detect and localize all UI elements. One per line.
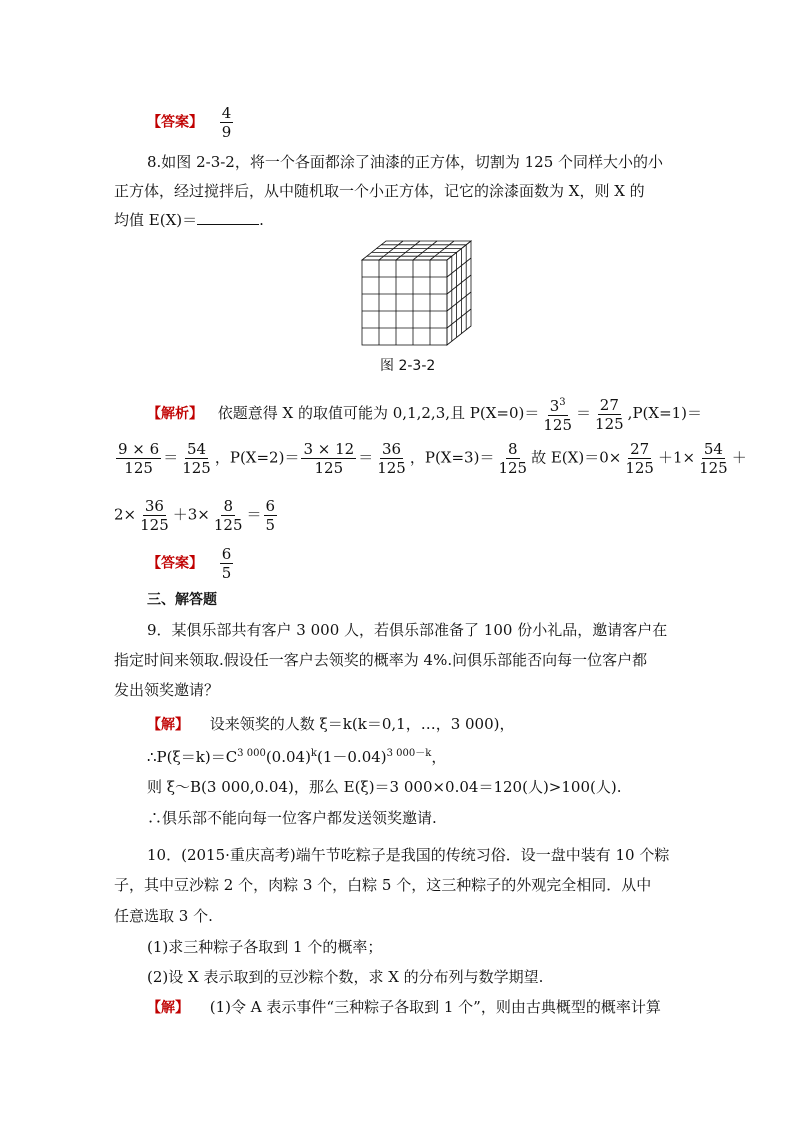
solution-label: 【解】 xyxy=(147,717,189,733)
fraction-numerator: 9 × 6 xyxy=(118,440,160,458)
fraction-denominator: 125 xyxy=(213,516,243,534)
analysis-text: ，P(X=2)＝ xyxy=(214,448,300,467)
fraction xyxy=(623,440,656,477)
q8-line-1: 8.如图 2-3-2，将一个各面都涂了油漆的正方体，切割为 125 个同样大小的小 xyxy=(147,153,664,171)
fraction-numerator: 6 xyxy=(221,545,232,563)
q7-answer-row xyxy=(147,104,235,141)
analysis-text: ，P(X=3)＝ xyxy=(409,448,495,467)
fraction-numerator: 8 xyxy=(223,497,233,515)
fraction-denominator: 125 xyxy=(140,516,169,534)
analysis-label: 【解析】 xyxy=(147,406,203,422)
answer-label: 【答案】 xyxy=(147,555,203,572)
fraction xyxy=(264,497,278,534)
q10-line-3: 任意选取 3 个. xyxy=(114,907,213,925)
analysis-line-1 xyxy=(147,394,702,434)
fraction xyxy=(697,440,730,477)
section-heading: 三、解答题 xyxy=(147,592,217,608)
q8-line-2: 正方体，经过搅拌后，从中随机取一个小正方体，记它的涂漆面数为 X，则 X 的 xyxy=(114,182,645,200)
fraction-denominator: 125 xyxy=(699,459,728,477)
solution-text: (1)令 A 表示事件“三种粽子各取到 1 个”，则由古典概型的概率计算 xyxy=(209,998,661,1016)
analysis-line-2 xyxy=(114,440,747,477)
equals: ＝ xyxy=(246,505,262,524)
fraction xyxy=(496,440,529,477)
fraction-denominator: 125 xyxy=(377,459,406,477)
fraction-numerator: 27 xyxy=(630,440,650,458)
answer-label: 【答案】 xyxy=(147,114,203,131)
exponent: 3 xyxy=(559,397,566,408)
equals: ＝ xyxy=(358,448,374,467)
analysis-text: 2× xyxy=(114,505,137,524)
analysis-text: ＋ xyxy=(731,448,747,467)
q10-part-2: (2)设 X 表示取到的豆沙粽个数，求 X 的分布列与数学期望. xyxy=(147,968,544,986)
fraction-denominator: 125 xyxy=(498,459,528,477)
base: 3 xyxy=(549,397,560,415)
fraction-numerator xyxy=(548,394,568,416)
figure-caption: 图 2-3-2 xyxy=(380,358,436,374)
fraction-numerator: 36 xyxy=(144,497,164,515)
q8-answer-row xyxy=(147,545,235,582)
q10-line-2: 子，其中豆沙粽 2 个，肉粽 3 个，白粽 5 个，这三种粽子的外观完全相同．从中 xyxy=(114,876,652,894)
q10-solution-line-1 xyxy=(147,997,661,1018)
analysis-text: ＋1× xyxy=(657,448,696,467)
fraction xyxy=(375,440,408,477)
q9-solution-line-1 xyxy=(147,714,515,735)
fraction-numerator: 27 xyxy=(599,395,619,414)
fraction-denominator: 125 xyxy=(314,459,344,477)
fraction xyxy=(138,497,171,534)
analysis-text: ＋3× xyxy=(172,505,210,524)
fraction-denominator: 5 xyxy=(221,564,232,582)
fraction-denominator: 125 xyxy=(595,414,624,433)
q8-line-3 xyxy=(114,210,264,230)
formula-part: (0.04) xyxy=(265,748,311,766)
equals: ＝ xyxy=(163,448,179,467)
fraction xyxy=(212,497,245,534)
formula-part: ， xyxy=(431,748,447,766)
fraction-denominator: 125 xyxy=(625,459,654,477)
fraction-denominator: 9 xyxy=(221,123,232,141)
fraction-numerator: 8 xyxy=(508,440,518,458)
fraction-denominator: 125 xyxy=(182,459,211,477)
superscript: k xyxy=(310,748,317,759)
superscript: 3 000 xyxy=(237,748,266,759)
fraction-numerator: 54 xyxy=(703,440,723,458)
answer-blank xyxy=(197,210,259,225)
fraction-denominator: 125 xyxy=(124,459,153,477)
formula-part: ∴P(ξ＝k)＝C xyxy=(147,748,238,766)
superscript: 3 000－k xyxy=(386,748,432,759)
analysis-text-tail: ,P(X=1)＝ xyxy=(627,404,703,422)
analysis-text: 依题意得 X 的取值可能为 0,1,2,3,且 P(X=0)＝ xyxy=(217,404,540,422)
equals: ＝ xyxy=(576,404,592,422)
fraction-numerator: 4 xyxy=(221,104,232,122)
fraction-denominator: 5 xyxy=(265,516,276,534)
cube-figure xyxy=(358,238,478,348)
fraction xyxy=(180,440,213,477)
answer-fraction xyxy=(220,104,234,141)
fraction xyxy=(116,440,161,477)
answer-fraction xyxy=(220,545,234,582)
formula-part: (1－0.04) xyxy=(316,748,387,766)
solution-label: 【解】 xyxy=(147,1000,189,1016)
q8-line-3-suffix: . xyxy=(259,211,264,229)
q9-solution-line-3: 则 ξ～B(3 000,0.04)，那么 E(ξ)＝3 000×0.04＝120(人)>100(人). xyxy=(147,778,622,796)
solution-text: 设来领奖的人数 ξ＝k(k＝0,1，…，3 000)， xyxy=(209,715,515,733)
q9-line-3: 发出领奖邀请？ xyxy=(114,681,220,699)
q8-line-3-prefix: 均值 E(X)＝ xyxy=(114,211,198,229)
fraction xyxy=(593,396,626,433)
fraction xyxy=(301,440,356,477)
fraction-numerator: 3 × 12 xyxy=(303,440,355,458)
q9-line-2: 指定时间来领取.假设任一客户去领奖的概率为 4%.问俱乐部能否向每一位客户都 xyxy=(114,651,648,669)
q9-solution-line-2 xyxy=(147,744,446,767)
fraction-numerator: 36 xyxy=(381,440,402,458)
q9-solution-line-4: ∴俱乐部不能向每一位客户都发送领奖邀请. xyxy=(147,809,437,827)
fraction-denominator: 125 xyxy=(543,416,573,434)
q9-line-1: 9．某俱乐部共有客户 3 000 人，若俱乐部准备了 100 份小礼品，邀请客户在 xyxy=(147,621,668,639)
q10-part-1: (1)求三种粽子各取到 1 个的概率； xyxy=(147,938,383,956)
fraction-numerator: 6 xyxy=(265,497,276,515)
q10-line-1: 10．(2015·重庆高考)端午节吃粽子是我国的传统习俗．设一盘中装有 10 个粽 xyxy=(147,846,670,864)
fraction-numerator: 54 xyxy=(186,440,207,458)
fraction xyxy=(541,394,574,434)
analysis-text: 故 E(X)＝0× xyxy=(531,448,622,467)
analysis-line-3 xyxy=(114,497,279,534)
